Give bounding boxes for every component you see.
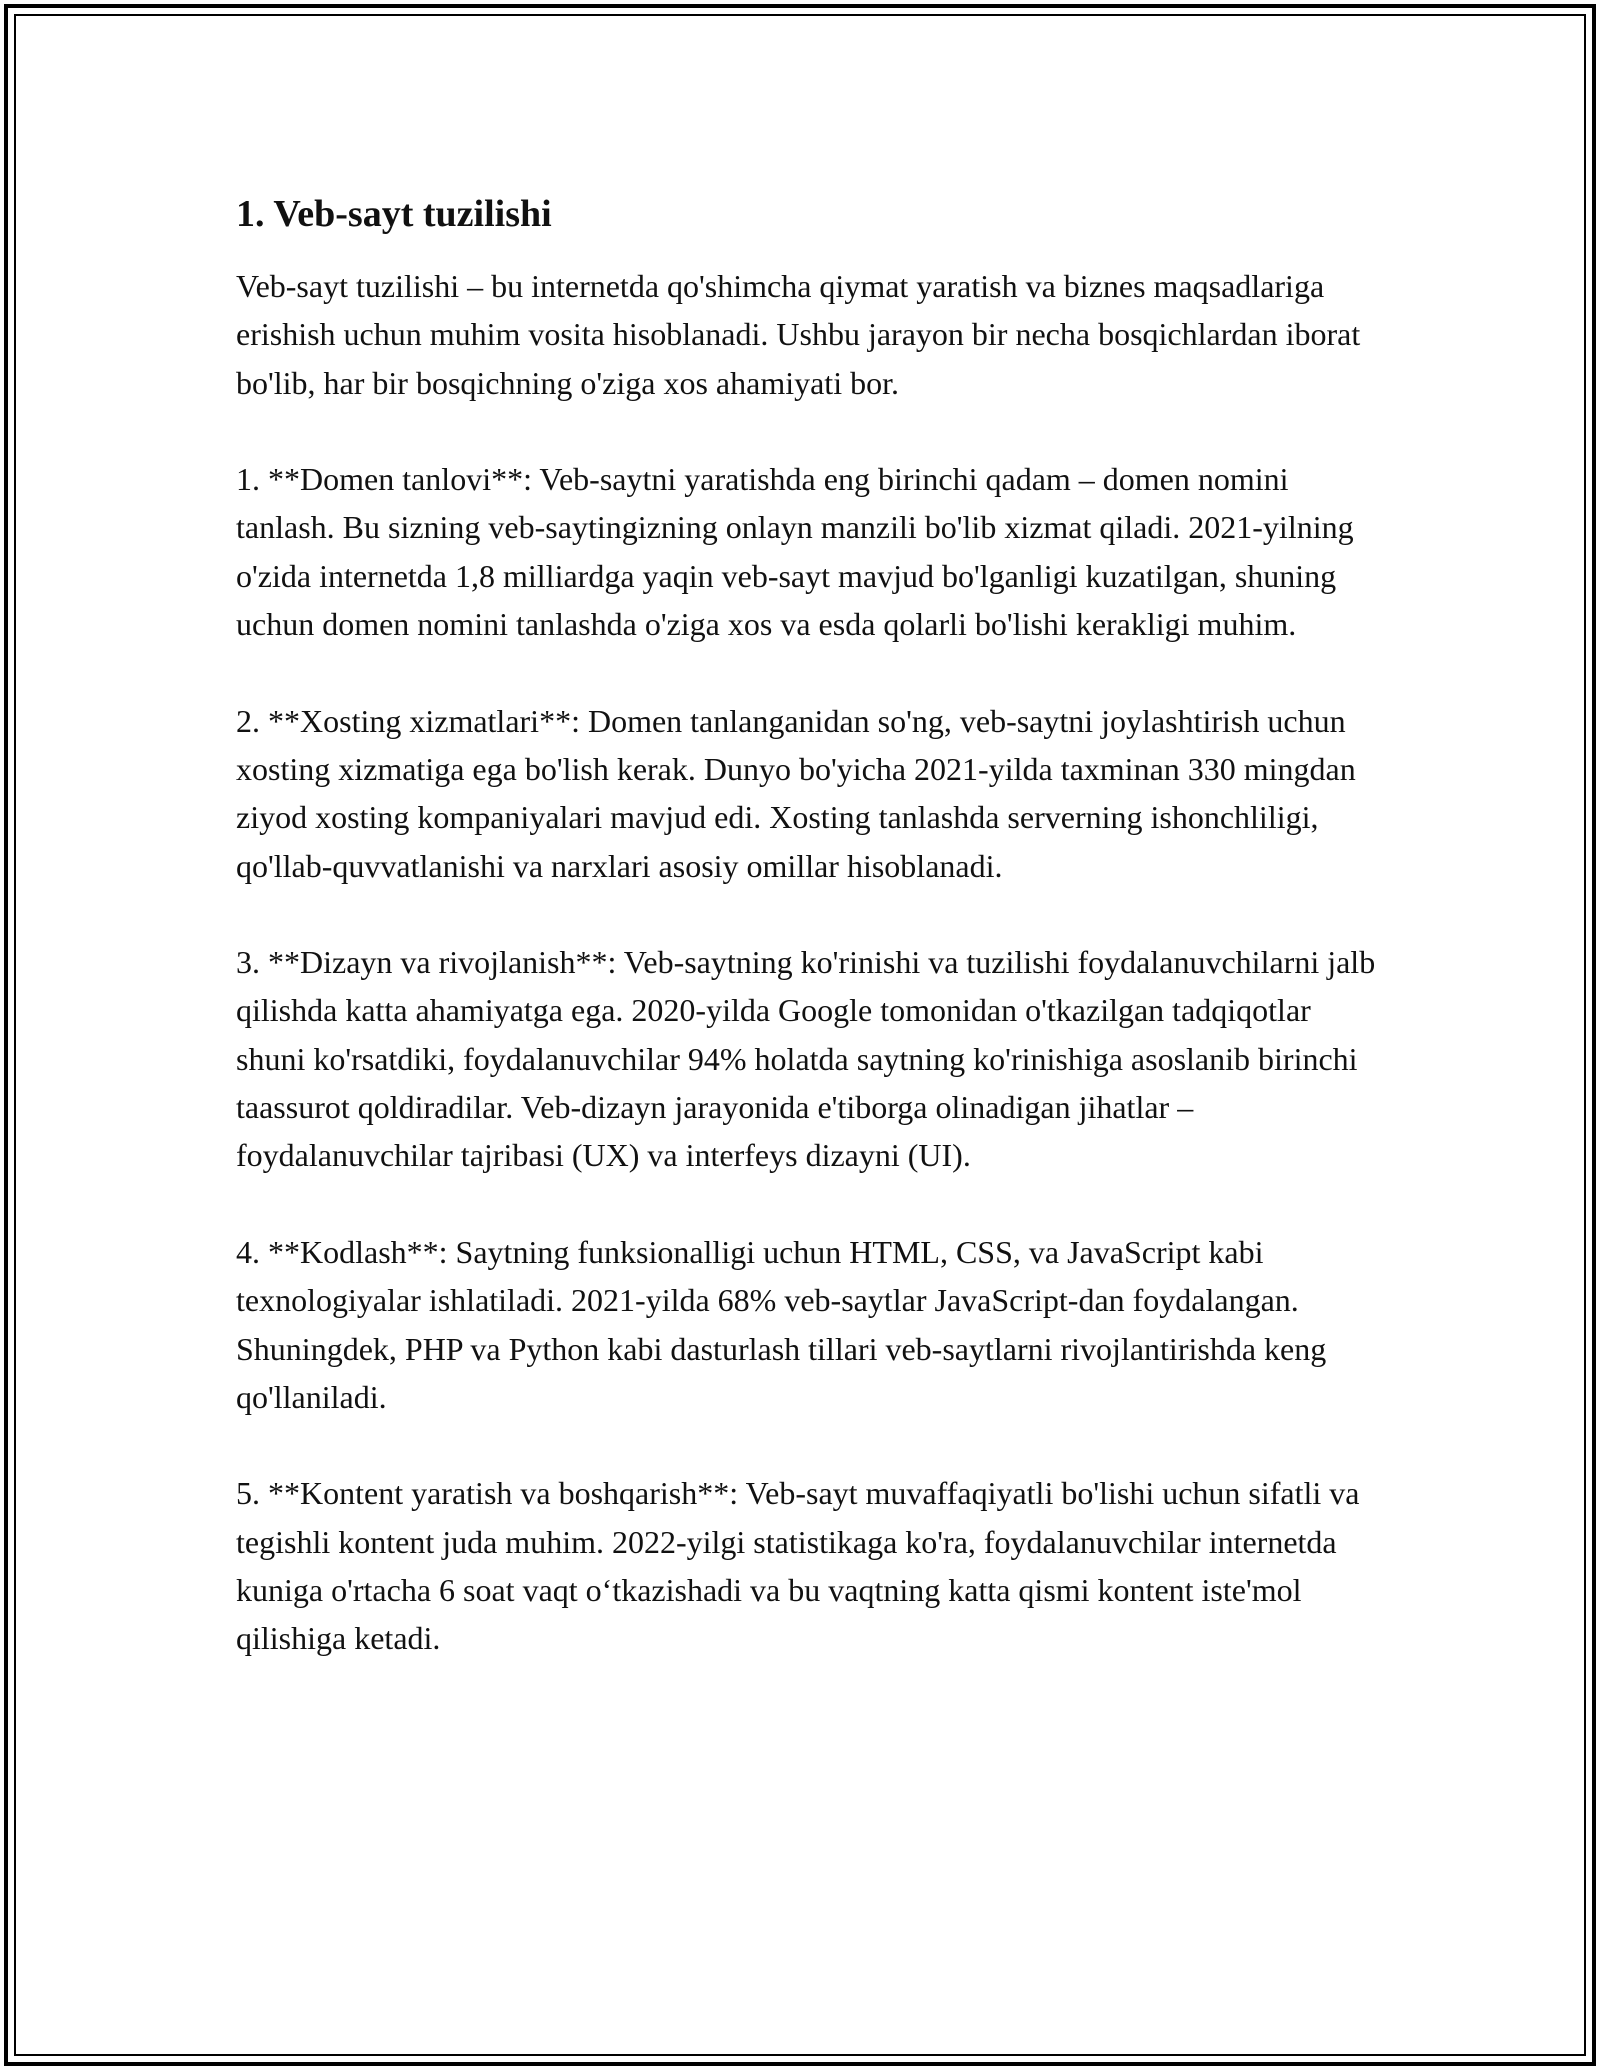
paragraph-content-management: 5. **Kontent yaratish va boshqarish**: Veb-sayt muvaffaqiyatli bo'lishi uchun sifatli va tegishli kontent juda muhim. 2022-yilgi statistikaga ko'ra, foydalanuvchilar internetda kuniga o'rtacha 6 soat vaqt o‘tkazishadi va bu vaqtning katta qismi kontent iste'mol qilishiga ketadi. [236, 1475, 1360, 1657]
paragraph-hosting-services: 2. **Xosting xizmatlari**: Domen tanlanganidan so'ng, veb-saytni joylashtirish uchun xosting xizmatiga ega bo'lish kerak. Dunyo bo'yicha 2021-yilda taxminan 330 mingdan ziyod xosting kompaniyalari mavjud edi. Xosting tanlashda serverning ishonchliligi, qo'llab-quvvatlanishi va narxlari asosiy omillar hisoblanadi. [236, 702, 1356, 884]
paragraph-coding: 4. **Kodlash**: Saytning funksionalligi uchun HTML, CSS, va JavaScript kabi texnologiyalar ishlatiladi. 2021-yilda 68% veb-saytlar JavaScript-dan foydalangan. Shuningdek, PHP va Python kabi dasturlash tillari veb-saytlarni rivojlantirishda keng qo'llaniladi. [236, 1233, 1327, 1415]
document-body [236, 190, 1376, 1711]
intro-paragraph: Veb-sayt tuzilishi – bu internetda qo'shimcha qiymat yaratish va biznes maqsadlariga erishish uchun muhim vosita hisoblanadi. Ushbu jarayon bir necha bosqichlardan iborat bo'lib, har bir bosqichning o'ziga xos ahamiyati bor. [236, 268, 1361, 401]
paragraph-domain-choice: 1. **Domen tanlovi**: Veb-saytni yaratishda eng birinchi qadam – domen nomini tanlash. Bu sizning veb-saytingizning onlayn manzili bo'lib xizmat qiladi. 2021-yilning o'zida internetda 1,8 milliardga yaqin veb-sayt mavjud bo'lganligi kuzatilgan, shuning uchun domen nomini tanlashda o'ziga xos va esda qolarli bo'lishi kerakligi muhim. [236, 461, 1354, 643]
document-title: 1. Veb-sayt tuzilishi [236, 193, 552, 235]
paragraph-design-development: 3. **Dizayn va rivojlanish**: Veb-saytning ko'rinishi va tuzilishi foydalanuvchilarni jalb qilishda katta ahamiyatga ega. 2020-yilda Google tomonidan o'tkazilgan tadqiqotlar shuni ko'rsatdiki, foydalanuvchilar 94% holatda saytning ko'rinishiga asoslanib birinchi taassurot qoldiradilar. Veb-dizayn jarayonida e'tiborga olinadigan jihatlar – foydalanuvchilar tajribasi (UX) va interfeys dizayni (UI). [236, 944, 1376, 1174]
